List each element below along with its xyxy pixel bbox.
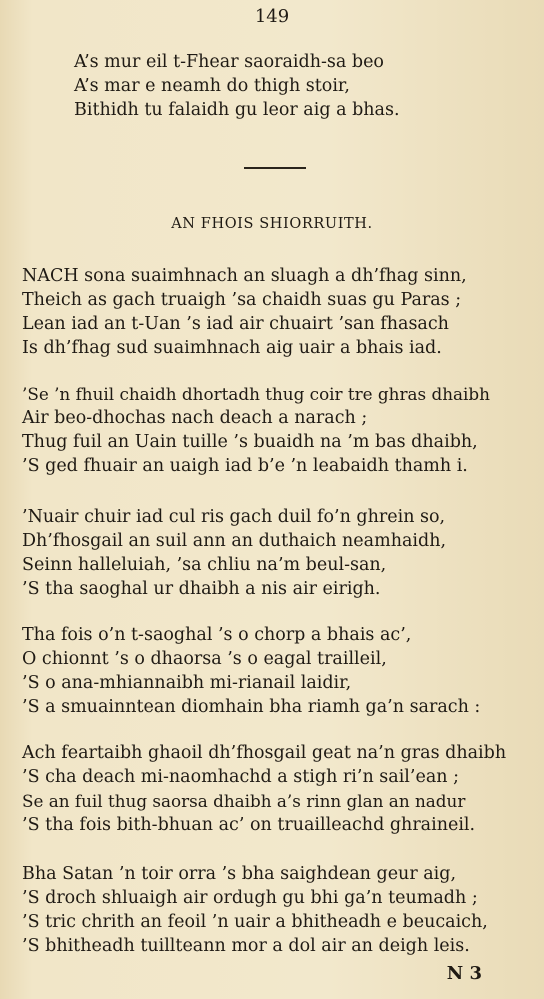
page-number: 149 — [254, 6, 290, 27]
verse-line: NACH sona suaimhnach an sluagh a dh’fhag sinn, — [22, 266, 467, 286]
stanza-1 — [0, 264, 544, 360]
verse-line: Se an fuil thug saorsa dhaibh a’s rinn glan an nadur — [22, 791, 466, 811]
verse-line: A’s mur eil t-Fhear saoraidh-sa beo — [74, 52, 384, 72]
verse-line: Bha Satan ’n toir orra ’s bha saighdean geur aig, — [22, 864, 457, 884]
verse-line: ’Nuair chuir iad cul ris gach duil fo’n ghrein so, — [22, 507, 446, 527]
verse-line: ’S a smuainntean diomhain bha riamh ga’n sarach : — [22, 697, 481, 717]
verse-line: ’Se ’n fhuil chaidh dhortadh thug coir tre ghras dhaibh — [22, 384, 490, 404]
verse-line: Theich as gach truaigh ’sa chaidh suas gu Paras ; — [22, 290, 462, 310]
stanza-5 — [0, 741, 544, 837]
section-divider — [244, 167, 306, 169]
verse-line: ’S tha saoghal ur dhaibh a nis air eirigh. — [22, 579, 381, 599]
intro-stanza — [0, 50, 544, 122]
verse-line: Bithidh tu falaidh gu leor aig a bhas. — [74, 100, 400, 120]
verse-line: ’S droch shluaigh air ordugh gu bhi ga’n teumadh ; — [22, 888, 478, 908]
verse-line: ’S ged fhuair an uaigh iad b’e ’n leabaidh thamh i. — [22, 456, 468, 476]
stanza-3 — [0, 505, 544, 601]
verse-line: Seinn halleluiah, ’sa chliu na’m beul-san, — [22, 555, 387, 575]
verse-line: Is dh’fhag sud suaimhnach aig uair a bhais iad. — [22, 338, 442, 358]
signature-mark: N 3 — [446, 963, 482, 984]
verse-line: ’S o ana-mhiannaibh mi-rianail laidir, — [22, 673, 352, 693]
verse-line: ’S tha fois bith-bhuan ac’ on truailleachd ghraineil. — [22, 815, 476, 835]
verse-line: ’S tric chrith an feoil ’n uair a bhitheadh e beucaich, — [22, 912, 488, 932]
verse-line: Tha fois o’n t-saoghal ’s o chorp a bhais ac’, — [22, 625, 412, 645]
stanza-4 — [0, 623, 544, 719]
verse-line: Dh’fhosgail an suil ann an duthaich neamhaidh, — [22, 531, 447, 551]
verse-line: Lean iad an t-Uan ’s iad air chuairt ’san fhasach — [22, 314, 449, 334]
verse-line: O chionnt ’s o dhaorsa ’s o eagal trailleil, — [22, 649, 387, 669]
verse-line: Air beo-dhochas nach deach a narach ; — [22, 408, 368, 428]
verse-line: ’S cha deach mi-naomhachd a stigh ri’n sail’ean ; — [22, 767, 459, 787]
stanza-6 — [0, 862, 544, 958]
verse-line: A’s mar e neamh do thigh stoir, — [74, 76, 350, 96]
verse-line: Ach feartaibh ghaoil dh’fhosgail geat na’n gras dhaibh — [22, 743, 507, 763]
verse-line: Thug fuil an Uain tuille ’s buaidh na ’m bas dhaibh, — [22, 432, 478, 452]
verse-line: ’S bhitheadh tuillteann mor a dol air an deigh leis. — [22, 936, 470, 956]
stanza-2 — [0, 382, 544, 478]
poem-title: AN FHOIS SHIORRUITH. — [171, 216, 373, 232]
